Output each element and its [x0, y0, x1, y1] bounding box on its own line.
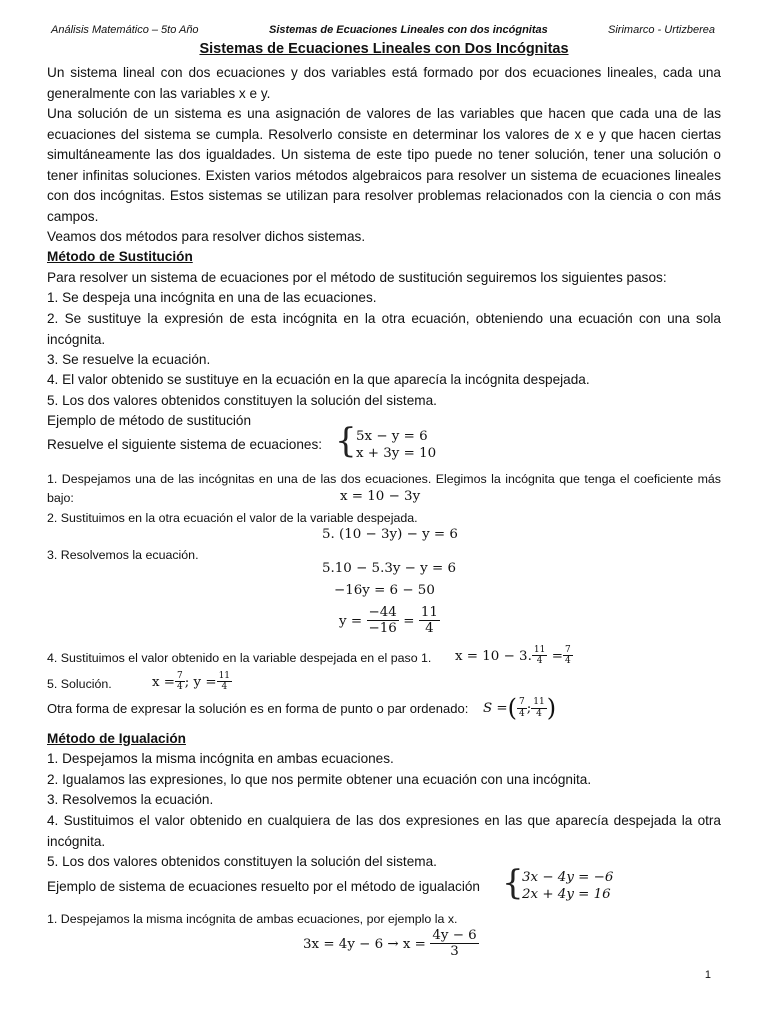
pair-x-fraction: [517, 697, 527, 719]
system-equation-1: 5x − y = 6: [356, 429, 428, 444]
denominator: 4: [536, 708, 542, 719]
step4-lhs: x = 10 − 3.: [455, 649, 532, 665]
step5-solution: [152, 671, 232, 693]
pair-y-fraction: [531, 697, 546, 719]
sustitucion-step: 4. El valor obtenido se sustituye en la ecuación en la que aparecía la incógnita despejada.: [47, 372, 590, 387]
sustitucion-step: 5. Los dos valores obtenidos constituyen la solución del sistema.: [47, 393, 437, 408]
igualacion-step1-equation: [303, 928, 479, 960]
numerator: 7: [564, 645, 571, 655]
step3-y-label: y =: [339, 614, 363, 630]
ordered-pair-text: Otra forma de expresar la solución es en forma de punto o par ordenado:: [47, 701, 469, 716]
open-paren: (: [507, 694, 518, 722]
step5-text: 5. Solución.: [47, 677, 112, 691]
sustitucion-lead: Para resolver un sistema de ecuaciones por el método de sustitución seguiremos los siguientes pasos:: [47, 270, 667, 285]
step3-text: 3. Resolvemos la ecuación.: [47, 548, 199, 562]
example-prompt: Resuelve el siguiente sistema de ecuaciones:: [47, 437, 323, 452]
example-title: Ejemplo de método de sustitución: [47, 413, 252, 428]
equation-lhs: 3x = 4y − 6 → x =: [303, 937, 426, 953]
denominator: 4: [519, 708, 525, 719]
numerator: 11: [218, 671, 231, 681]
step3-fraction-1: [367, 605, 399, 637]
step2-equation: 5. (10 − 3y) − y = 6: [322, 527, 458, 542]
sustitucion-step: 1. Se despeja una incógnita en una de las ecuaciones.: [47, 290, 377, 305]
igualacion-equation-1: 3x − 4y = −6: [522, 870, 614, 885]
x-fraction: [175, 671, 185, 693]
equals-sign: =: [551, 649, 563, 665]
igualacion-step: 5. Los dos valores obtenidos constituyen la solución del sistema.: [47, 854, 437, 869]
y-label: ; y =: [184, 675, 217, 691]
denominator: −16: [368, 621, 397, 637]
igualacion-step: 4. Sustituimos el valor obtenido en cualquiera de las dos expresiones en las que aparecía despejada la otra incógnita.: [47, 813, 721, 849]
denominator: 4: [221, 682, 228, 693]
system-brace: {: [335, 421, 357, 461]
separator: ;: [526, 701, 532, 717]
document-title: Sistemas de Ecuaciones Lineales con Dos Incógnitas: [199, 41, 569, 57]
igualacion-example-prompt: Ejemplo de sistema de ecuaciones resuelto por el método de igualación: [47, 879, 480, 894]
step4-text: 4. Sustituimos el valor obtenido en la variable despejada en el paso 1.: [47, 651, 432, 665]
denominator: 3: [450, 944, 459, 960]
close-paren: ): [546, 694, 557, 722]
numerator: 7: [519, 697, 525, 708]
page-number: 1: [704, 969, 711, 981]
denominator: 4: [564, 656, 571, 667]
x-fraction: [430, 928, 478, 960]
numerator: 7: [177, 671, 183, 681]
document-page: [47, 0, 721, 1024]
denominator: 4: [425, 621, 434, 637]
numerator: 11: [533, 645, 546, 655]
step3-equation-1: 5.10 − 5.3y − y = 6: [322, 561, 456, 576]
igualacion-step: 3. Resolvemos la ecuación.: [47, 792, 214, 807]
intro-paragraph-3: Veamos dos métodos para resolver dichos sistemas.: [47, 229, 366, 244]
denominator: 4: [536, 656, 543, 667]
step1-equation: x = 10 − 3y: [340, 489, 421, 504]
igualacion-equation-2: 2x + 4y = 16: [522, 887, 611, 902]
denominator: 4: [177, 682, 183, 693]
step3-equation-2: −16y = 6 − 50: [334, 583, 435, 598]
x-label: x =: [152, 675, 176, 691]
ordered-pair: [483, 694, 556, 722]
sustitucion-step: 2. Se sustituye la expresión de esta incógnita en la otra ecuación, obteniendo una ecuación con una sola incógnita.: [47, 311, 721, 347]
step1-text: 1. Despejamos una de las incógnitas en una de las dos ecuaciones. Elegimos la incógnita que tenga el coeficiente más bajo:: [47, 472, 721, 505]
sustitucion-step: 3. Se resuelve la ecuación.: [47, 352, 211, 367]
system-brace: {: [502, 863, 524, 903]
step4-fraction-1: [532, 645, 547, 667]
step3-fraction-result: [339, 605, 440, 637]
numerator: 11: [420, 605, 438, 620]
intro-paragraph-1: Un sistema lineal con dos ecuaciones y dos variables está formado por dos ecuaciones lineales, cada una generalmente con las variables x e y.: [47, 65, 721, 101]
section-heading-sustitucion: Método de Sustitución: [47, 249, 193, 264]
igualacion-step1-text: 1. Despejamos la misma incógnita de ambas ecuaciones, por ejemplo la x.: [47, 912, 458, 926]
running-header: [51, 24, 721, 40]
numerator: 4y − 6: [432, 928, 477, 943]
step3-fraction-2: [419, 605, 440, 637]
igualacion-step: 1. Despejamos la misma incógnita en ambas ecuaciones.: [47, 751, 394, 766]
numerator: −44: [368, 605, 397, 620]
intro-paragraph-2: Una solución de un sistema es una asignación de valores de las variables que hacen que cada una de las ecuaciones del sistema se cumpla. Resolverlo consiste en determinar los valores de x e y que hacen ciertas simultáneamente las dos igualdades. Un sistema de este tipo puede no tener solución, tener una solución o tener infinitas soluciones. Existen varios métodos algebraicos para resolver un sistema de ecuaciones lineales con dos incógnitas. Estos sistemas se utilizan para resolver problemas relacionados con la ciencia o con más campos.: [47, 106, 721, 224]
header-course: Análisis Matemático – 5to Año: [51, 24, 199, 36]
header-topic: Sistemas de Ecuaciones Lineales con dos incógnitas: [269, 24, 548, 36]
step2-text: 2. Sustituimos en la otra ecuación el valor de la variable despejada.: [47, 511, 418, 525]
numerator: 11: [533, 697, 545, 708]
system-equation-2: x + 3y = 10: [356, 446, 437, 461]
y-fraction: [217, 671, 232, 693]
section-heading-igualacion: Método de Igualación: [47, 731, 186, 746]
step4-equation: [455, 645, 573, 667]
step4-fraction-2: [563, 645, 573, 667]
igualacion-step: 2. Igualamos las expresiones, lo que nos permite obtener una ecuación con una incógnita.: [47, 772, 592, 787]
header-authors: Sirimarco - Urtizberea: [608, 24, 715, 36]
equals-sign: =: [403, 614, 415, 630]
set-label: S =: [483, 701, 508, 717]
